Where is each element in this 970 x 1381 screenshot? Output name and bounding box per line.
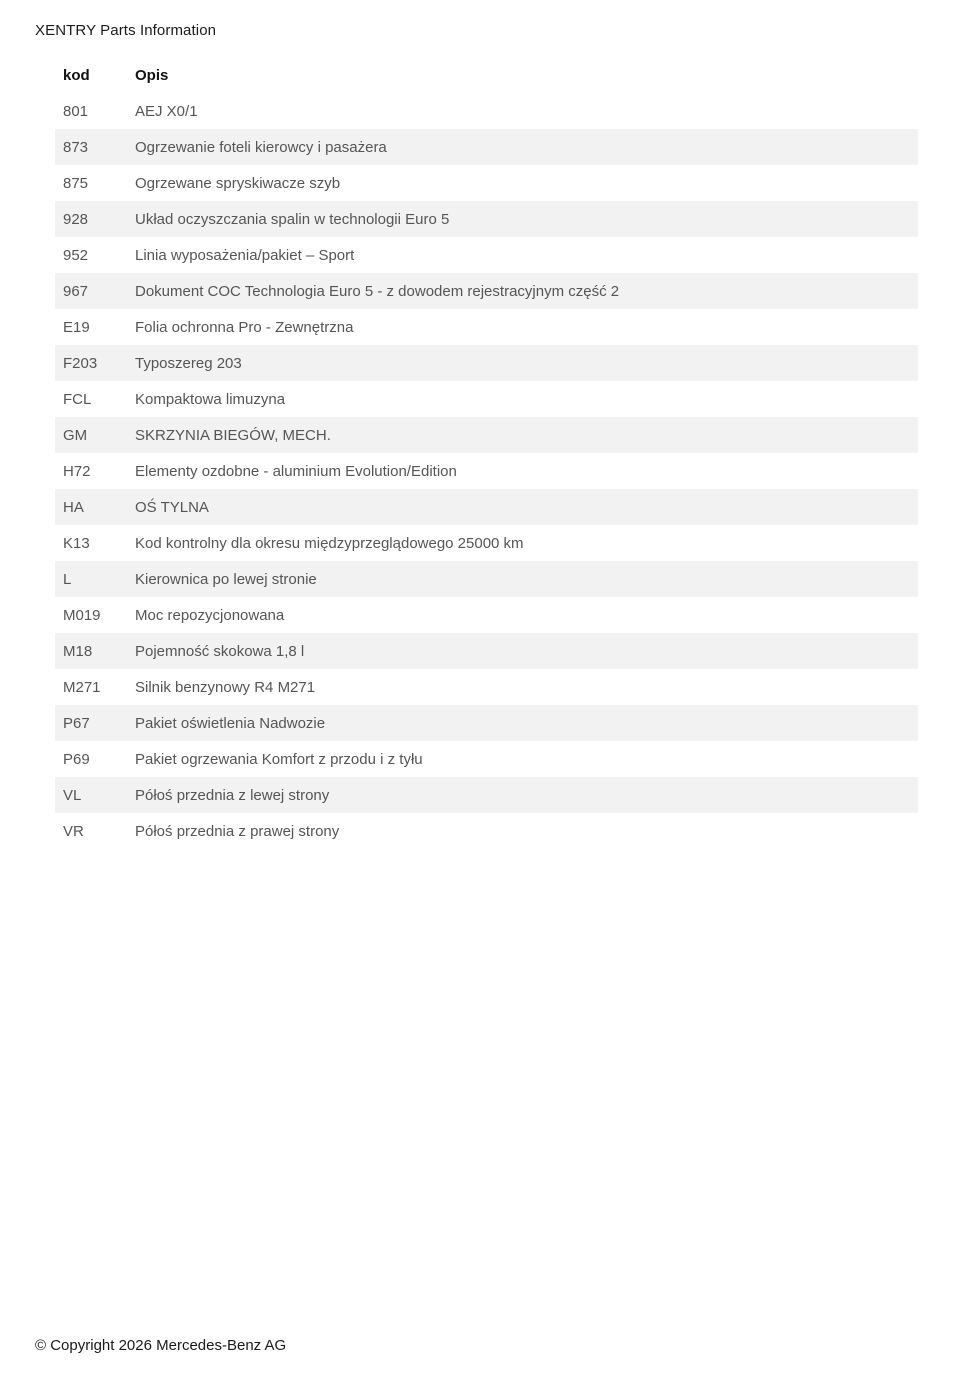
table-row (55, 273, 918, 309)
table-row (55, 597, 918, 633)
code-cell: VL (55, 777, 127, 813)
column-header-code: kod (63, 66, 90, 84)
code-cell: 928 (55, 201, 127, 237)
equipment-codes-table (55, 57, 918, 849)
table-row (55, 669, 918, 705)
description-cell: Ogrzewane spryskiwacze szyb (135, 174, 341, 192)
table-row (55, 237, 918, 273)
description-cell: OŚ TYLNA (127, 489, 918, 525)
code-cell: P69 (63, 750, 90, 768)
description-cell: Pakiet oświetlenia Nadwozie (127, 705, 918, 741)
description-cell: Kod kontrolny dla okresu międzyprzeglądowego 25000 km (135, 534, 524, 552)
code-cell: GM (55, 417, 127, 453)
code-cell: 875 (63, 174, 89, 192)
table-row (55, 381, 918, 417)
code-cell: H72 (63, 462, 91, 480)
code-cell: FCL (63, 390, 92, 408)
table-row (55, 489, 918, 525)
table-row (55, 813, 918, 849)
description-cell: Układ oczyszczania spalin w technologii Euro 5 (127, 201, 918, 237)
description-cell: Półoś przednia z prawej strony (135, 822, 340, 840)
code-cell: 801 (63, 102, 89, 120)
code-cell: VR (63, 822, 84, 840)
description-cell: Pakiet ogrzewania Komfort z przodu i z tyłu (135, 750, 423, 768)
code-cell: K13 (63, 534, 90, 552)
description-cell: Półoś przednia z lewej strony (127, 777, 918, 813)
copyright-notice: © Copyright 2026 Mercedes-Benz AG (35, 1337, 287, 1354)
description-cell: Linia wyposażenia/pakiet – Sport (135, 246, 355, 264)
table-row (55, 741, 918, 777)
description-cell: Folia ochronna Pro - Zewnętrzna (135, 318, 354, 336)
description-cell: Dokument COC Technologia Euro 5 - z dowodem rejestracyjnym część 2 (127, 273, 918, 309)
table-row (55, 345, 918, 381)
table-row (55, 633, 918, 669)
description-cell: Kompaktowa limuzyna (135, 390, 286, 408)
description-cell: SKRZYNIA BIEGÓW, MECH. (127, 417, 918, 453)
description-cell: AEJ X0/1 (135, 102, 198, 120)
description-cell: Kierownica po lewej stronie (127, 561, 918, 597)
table-row (55, 201, 918, 237)
table-row (55, 165, 918, 201)
table-row (55, 417, 918, 453)
table-row (55, 705, 918, 741)
table-row (55, 525, 918, 561)
code-cell: HA (55, 489, 127, 525)
description-cell: Moc repozycjonowana (135, 606, 285, 624)
code-cell: M18 (55, 633, 127, 669)
table-row (55, 129, 918, 165)
table-row (55, 561, 918, 597)
column-header-description: Opis (135, 66, 169, 84)
code-cell: F203 (55, 345, 127, 381)
description-cell: Pojemność skokowa 1,8 l (127, 633, 918, 669)
description-cell: Silnik benzynowy R4 M271 (135, 678, 316, 696)
code-cell: 873 (55, 129, 127, 165)
code-cell: 952 (63, 246, 89, 264)
table-row (55, 777, 918, 813)
table-row (55, 309, 918, 345)
table-row (55, 453, 918, 489)
table-row (55, 93, 918, 129)
code-cell: L (55, 561, 127, 597)
description-cell: Ogrzewanie foteli kierowcy i pasażera (127, 129, 918, 165)
code-cell: P67 (55, 705, 127, 741)
code-cell: 967 (55, 273, 127, 309)
code-cell: M019 (63, 606, 101, 624)
page-title: XENTRY Parts Information (35, 22, 217, 39)
code-cell: M271 (63, 678, 101, 696)
code-cell: E19 (63, 318, 90, 336)
description-cell: Typoszereg 203 (127, 345, 918, 381)
description-cell: Elementy ozdobne - aluminium Evolution/Edition (135, 462, 457, 480)
table-header-row (55, 57, 918, 93)
